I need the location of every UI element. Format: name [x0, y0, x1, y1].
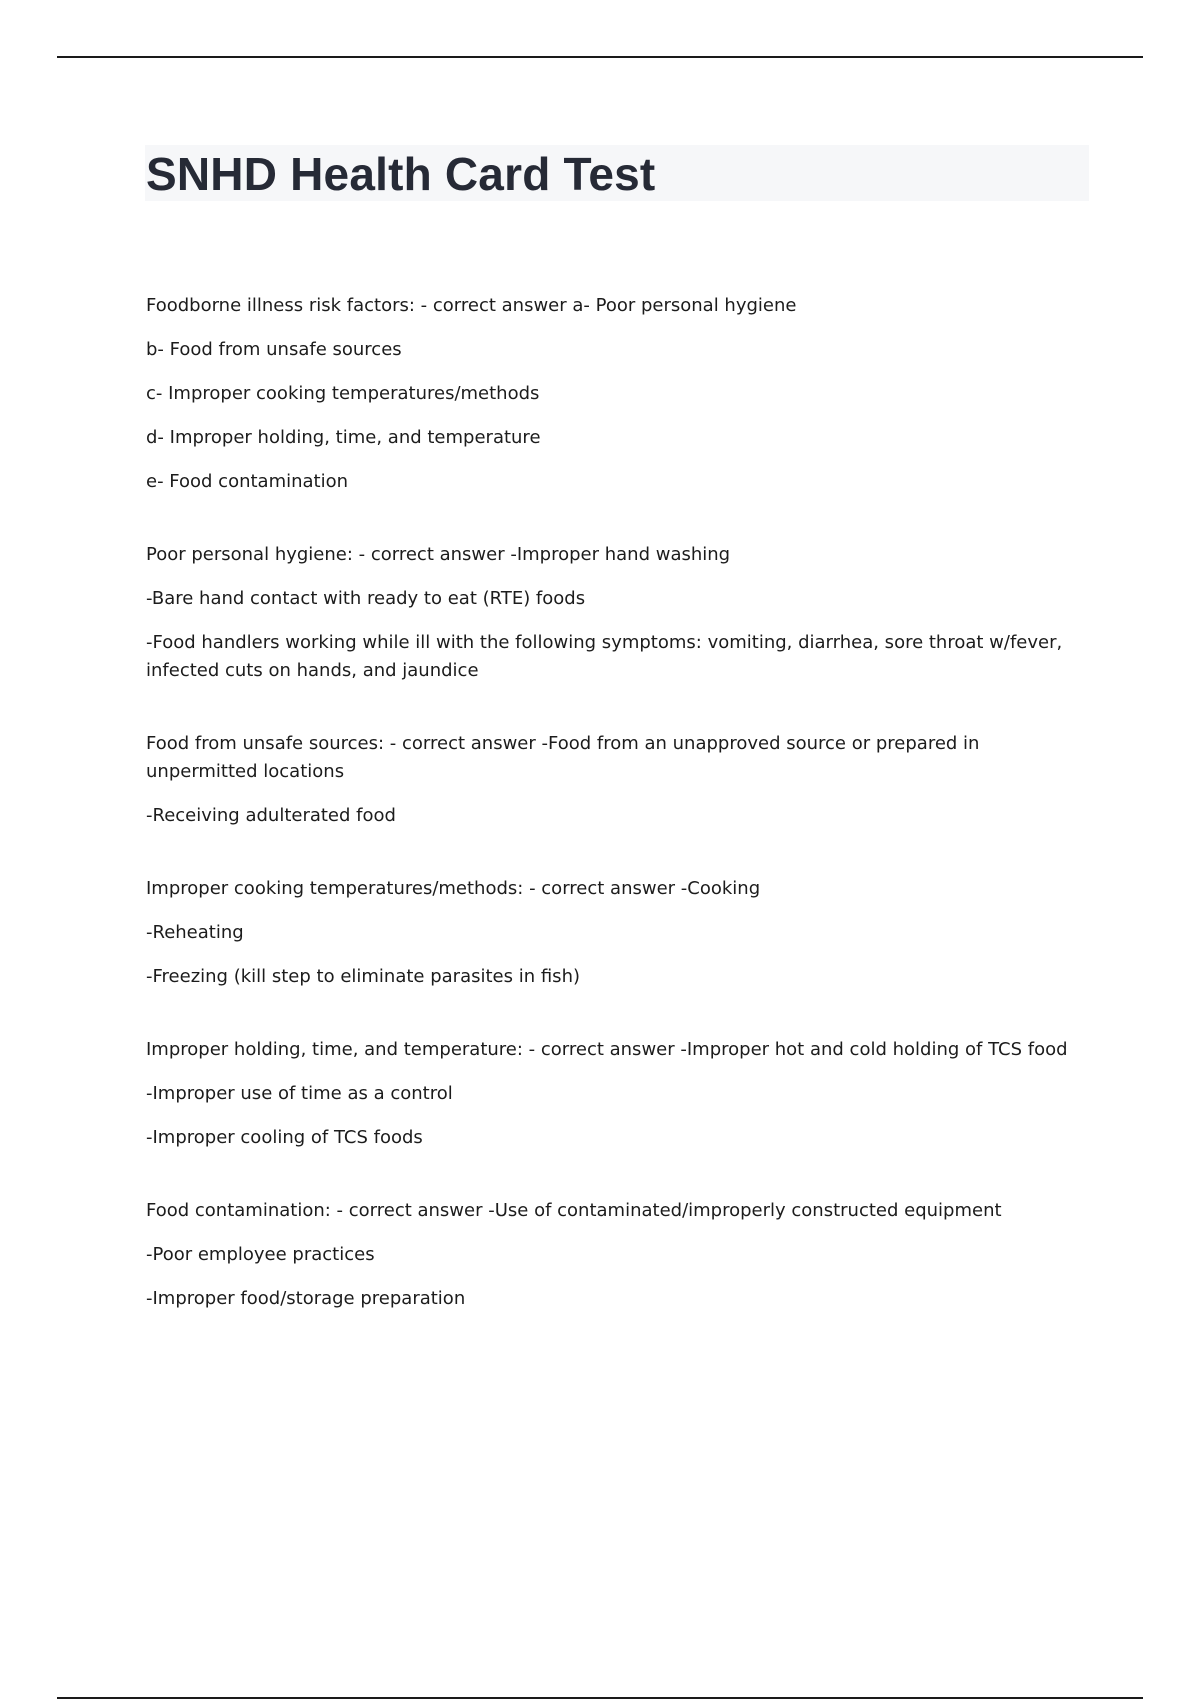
qa-line: -Improper use of time as a control — [146, 1083, 453, 1104]
qa-line: -Improper food/storage preparation — [146, 1288, 466, 1309]
qa-block-risk-factors — [146, 292, 1086, 496]
qa-line: -Bare hand contact with ready to eat (RTE) foods — [146, 588, 586, 609]
qa-line: c- Improper cooking temperatures/methods — [146, 383, 540, 404]
qa-line: d- Improper holding, time, and temperature — [146, 427, 541, 448]
top-rule — [57, 56, 1143, 58]
page-title: SNHD Health Card Test — [146, 148, 656, 200]
qa-block-cooking — [146, 875, 1086, 991]
qa-line: b- Food from unsafe sources — [146, 339, 402, 360]
qa-line: Poor personal hygiene: - correct answer -Improper hand washing — [146, 544, 731, 565]
qa-content — [146, 292, 1086, 1358]
qa-line: Foodborne illness risk factors: - correct answer a- Poor personal hygiene — [146, 295, 797, 316]
qa-line: -Improper cooling of TCS foods — [146, 1127, 423, 1148]
qa-block-unsafe-sources — [146, 730, 1086, 830]
qa-line: -Receiving adulterated food — [146, 805, 396, 826]
qa-line: Improper holding, time, and temperature: - correct answer -Improper hot and cold holding of TCS food — [146, 1039, 1068, 1060]
qa-block-personal-hygiene — [146, 541, 1086, 685]
qa-line: -Reheating — [146, 922, 244, 943]
bottom-rule — [57, 1697, 1143, 1699]
qa-line: -Freezing (kill step to eliminate parasites in fish) — [146, 966, 580, 987]
qa-line: Improper cooking temperatures/methods: - correct answer -Cooking — [146, 878, 761, 899]
qa-line: Food from unsafe sources: - correct answer -Food from an unapproved source or prepared in unpermitted locations — [146, 733, 980, 782]
qa-line: -Poor employee practices — [146, 1244, 375, 1265]
qa-block-contamination — [146, 1197, 1086, 1313]
qa-block-holding — [146, 1036, 1086, 1152]
qa-line: Food contamination: - correct answer -Use of contaminated/improperly constructed equipment — [146, 1200, 1002, 1221]
qa-line: e- Food contamination — [146, 471, 349, 492]
qa-line: -Food handlers working while ill with the following symptoms: vomiting, diarrhea, sore throat w/fever, infected cuts on hands, and jaundice — [146, 632, 1063, 681]
